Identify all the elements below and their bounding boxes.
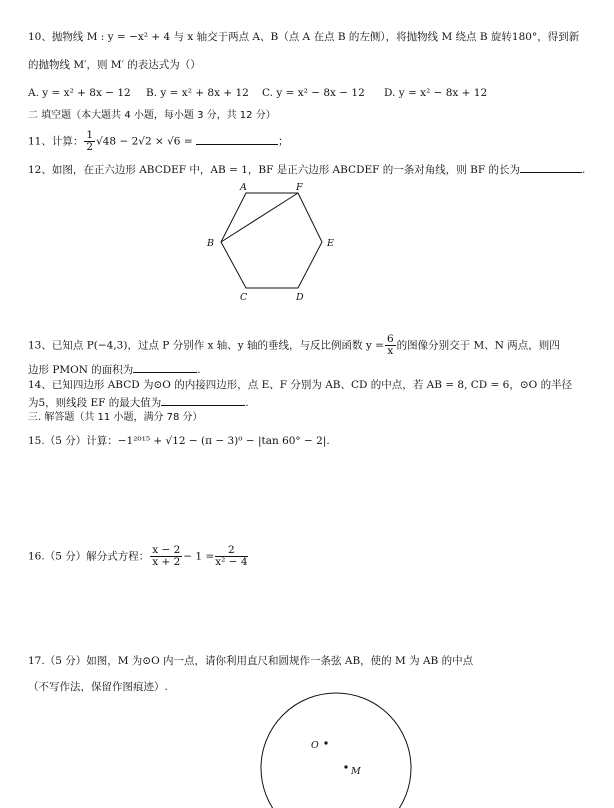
vertex-e-label: E xyxy=(327,238,334,249)
q17-line1: 17.（5 分）如图，M 为⊙O 内一点，请你利用直尺和圆规作一条弦 AB，使的 M 为 AB 的中点 xyxy=(28,655,474,667)
q12-answer-blank xyxy=(520,162,582,173)
center-point xyxy=(324,741,327,744)
q12-text: 12、如图，在正六边形 ABCDEF 中，AB = 1，BF 是正六边形 ABCDEF 的一条对角线，则 BF 的长为 xyxy=(28,164,520,176)
q15: 15.（5 分）计算：−1²⁰¹⁵ + √12 − (π − 3)⁰ − |tan 60° − 2|. xyxy=(28,435,330,447)
q16-fraction-left: $\frac{x - 2}{x + 2}$ xyxy=(152,544,181,568)
point-m xyxy=(344,765,347,768)
center-o-label: O xyxy=(311,740,319,751)
q10-option-b: B. y = x² + 8x + 12 xyxy=(146,87,249,99)
q11-answer-blank xyxy=(196,134,278,145)
q16-fraction-right: $\frac{2}{\text{x² − 4}}$ xyxy=(215,544,248,568)
vertex-b-label: B xyxy=(207,238,214,249)
q10-option-d: D. y = x² − 8x + 12 xyxy=(384,87,488,99)
q14-line1: 14、已知四边形 ABCD 为⊙O 的内接四边形，点 E、F 分别为 AB、CD 的中点，若 AB = 8, CD = 6，⊙O 的半径 xyxy=(28,379,573,391)
q11-expression: √48 − 2√2 × √6 = xyxy=(96,135,193,148)
circle-o xyxy=(261,693,411,808)
q11-prefix: 11、计算： xyxy=(28,135,84,148)
q16: 16.（5 分）解分式方程： $\frac{x - 2}{x + 2}$ − 1 = $\frac{2}{\text{x² − 4}}$ xyxy=(28,544,248,568)
q14-answer-blank xyxy=(161,395,245,406)
point-m-label: M xyxy=(351,766,361,777)
hexagon-figure xyxy=(200,180,340,304)
q13-fraction: $\frac{6}{x}$ xyxy=(386,333,394,357)
circle-figure xyxy=(255,688,417,808)
q13-line1: 13、已知点 P(−4,3)，过点 P 分别作 x 轴、y 轴的垂线，与反比例函数 y = $\frac{6}{x}$ 的图像分别交于 M、N 两点，则四 xyxy=(28,333,560,357)
diagonal-bf xyxy=(221,193,298,242)
vertex-a-label: A xyxy=(240,182,247,193)
q14-line2: 为5，则线段 EF 的最大值为 . xyxy=(28,397,249,409)
q10-line1: 10、抛物线 M : y = −x² + 4 与 x 轴交于两点 A、B（点 A 在点 B 的左侧），将抛物线 M 绕点 B 旋转180°，得到新 xyxy=(28,31,580,43)
hexagon-outline xyxy=(221,193,322,288)
q10-line2: 的抛物线 M′，则 M′ 的表达式为（） xyxy=(28,59,201,71)
q17-line2: （不写作法，保留作图痕迹）. xyxy=(28,681,168,693)
q11: 11、计算： $\frac{1}{2}$ √48 − 2√2 × √6 = ； xyxy=(28,129,289,153)
section-2-heading: 二 填空题（本大题共 4 小题，每小题 3 分，共 12 分） xyxy=(28,110,276,121)
q13-line2: 边形 PMON 的面积为 . xyxy=(28,364,201,376)
vertex-c-label: C xyxy=(240,292,248,303)
q13-answer-blank xyxy=(133,362,197,373)
q11-fraction: $\frac{1}{2}$ xyxy=(86,129,94,153)
section-3-heading: 三. 解答题（共 11 小题，满分 78 分） xyxy=(28,412,203,423)
q10-option-a: A. y = x² + 8x − 12 xyxy=(28,87,131,99)
vertex-f-label: F xyxy=(296,182,303,193)
q12: 12、如图，在正六边形 ABCDEF 中，AB = 1，BF 是正六边形 ABCDEF 的一条对角线，则 BF 的长为 . xyxy=(28,164,586,176)
vertex-d-label: D xyxy=(296,292,304,303)
q10-option-c: C. y = x² − 8x − 12 xyxy=(262,87,365,99)
